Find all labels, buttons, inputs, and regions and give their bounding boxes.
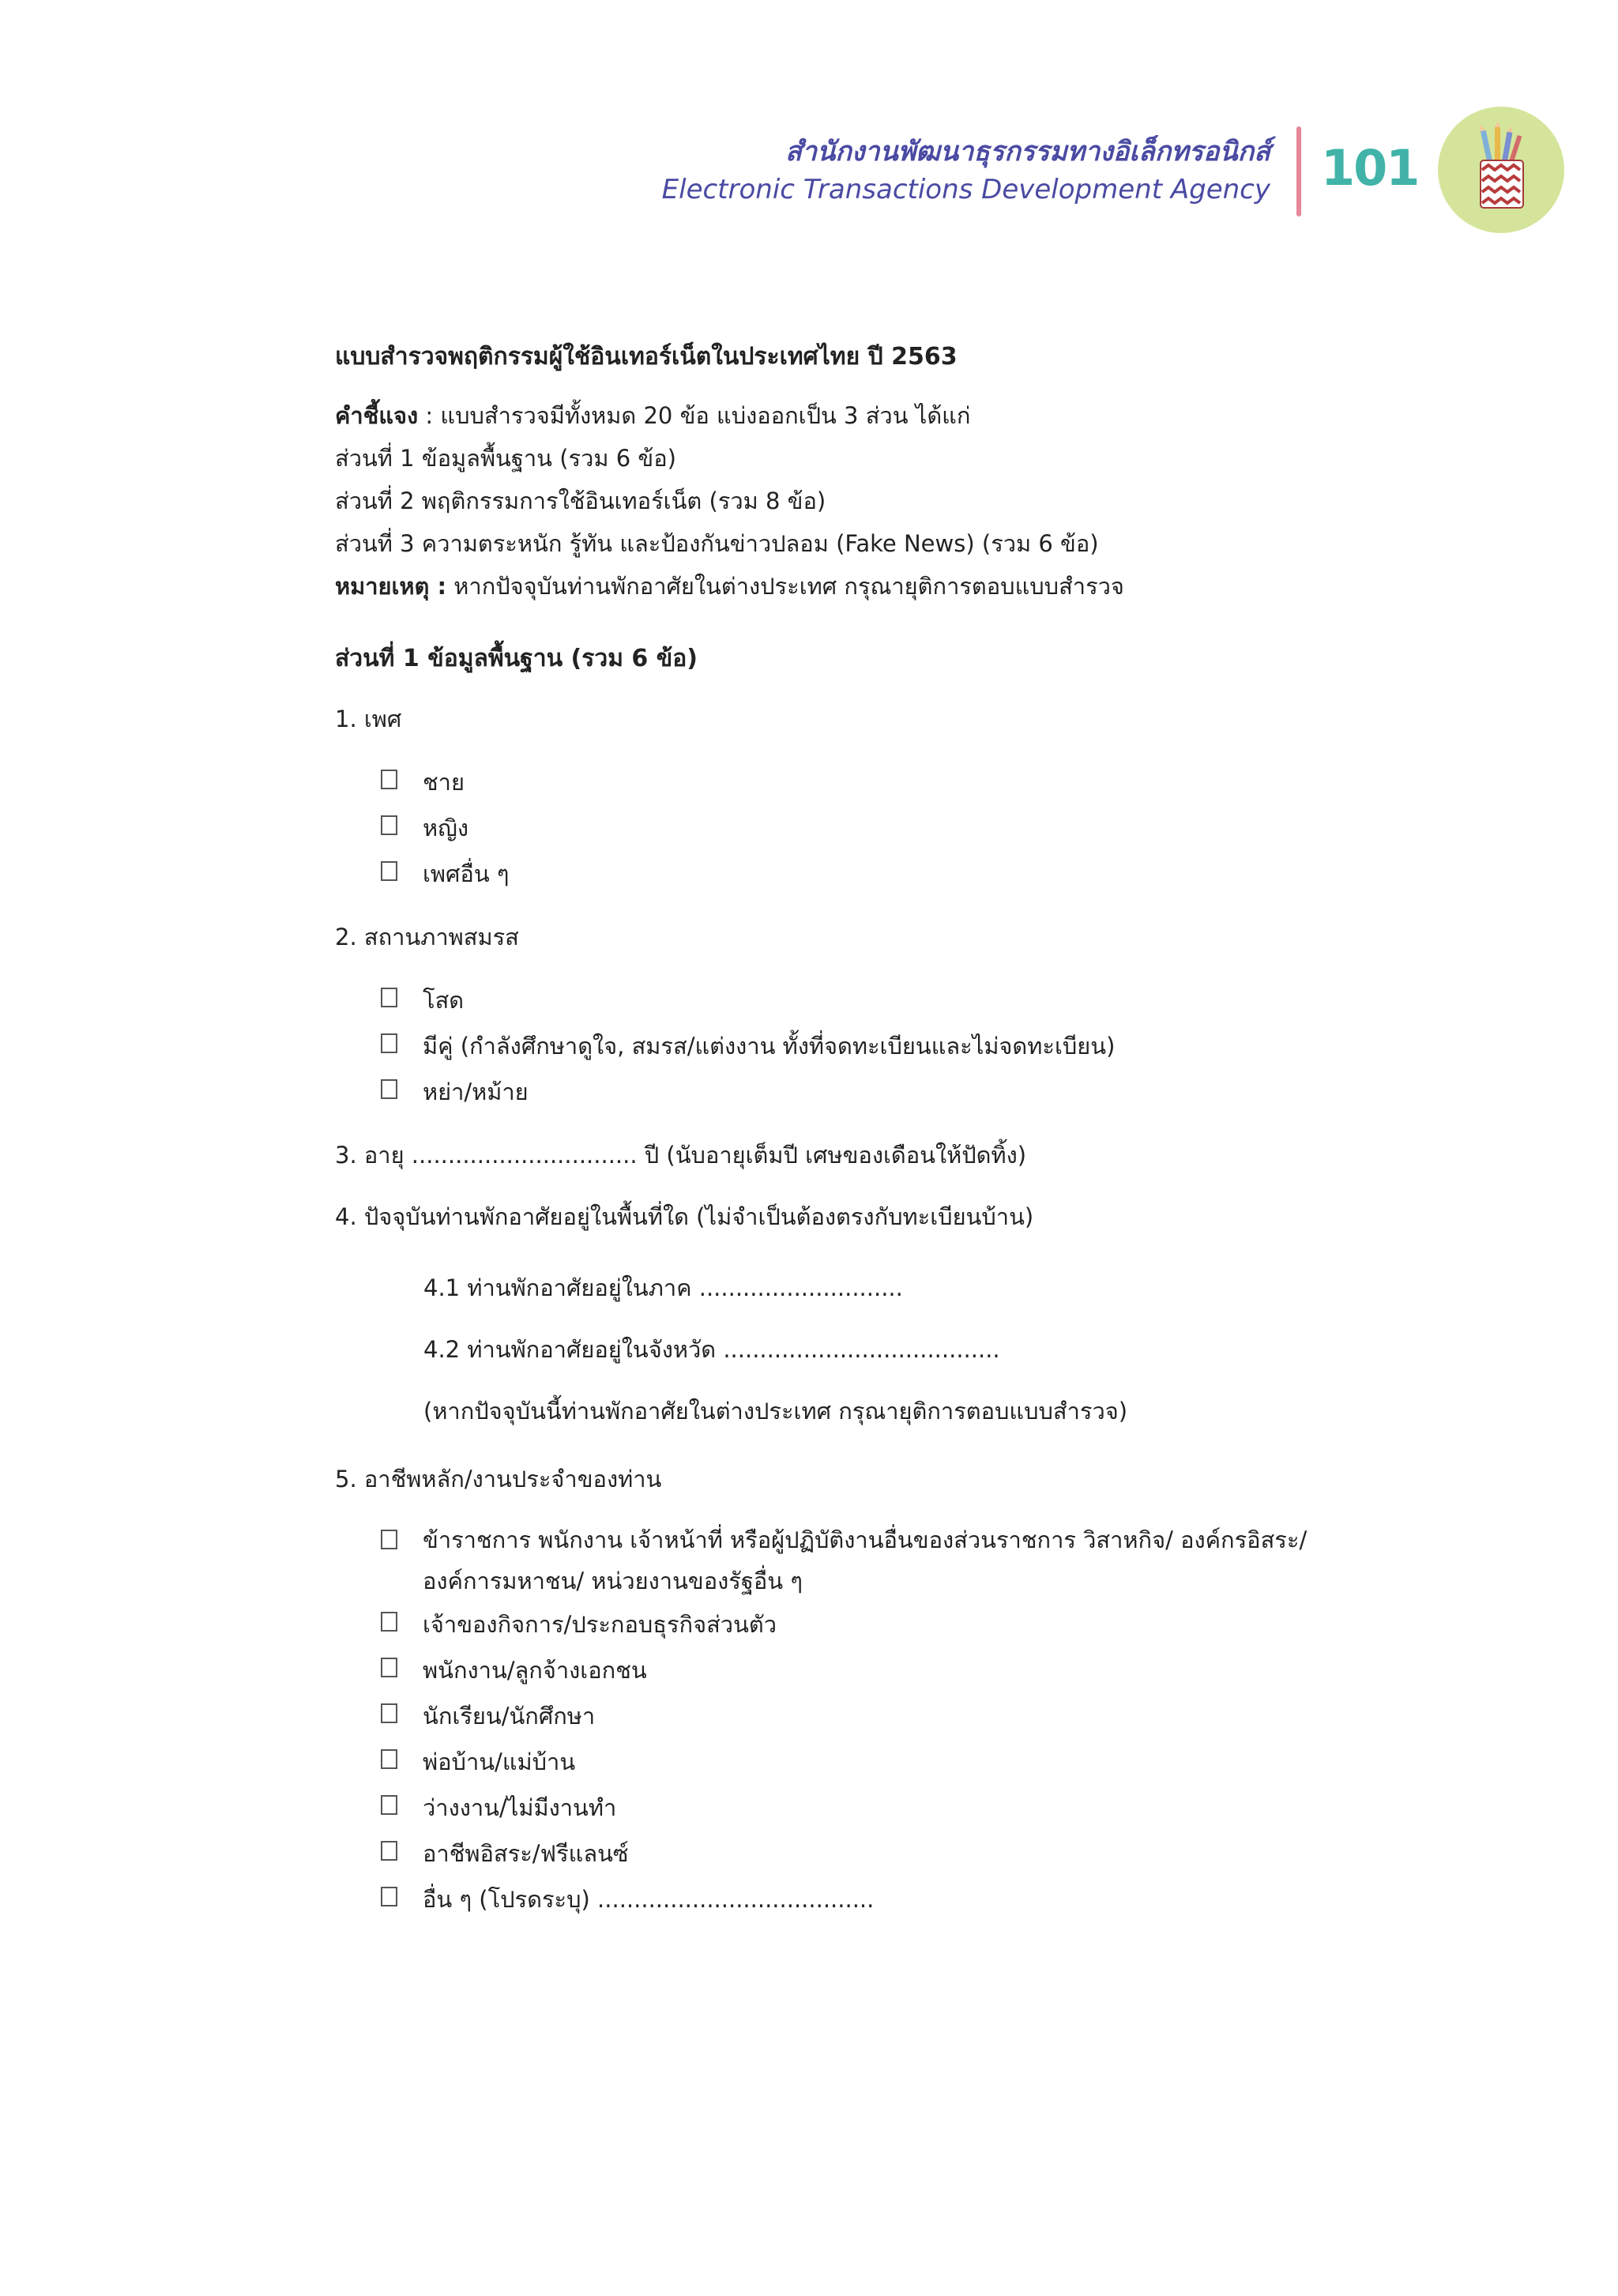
option-label: ว่างงาน/ไม่มีงานทำ bbox=[423, 1794, 617, 1821]
part-description-2: ส่วนที่ 2 พฤติกรรมการใช้อินเทอร์เน็ต (รวม 8 ข้อ) bbox=[335, 487, 826, 514]
option-married[interactable] bbox=[381, 1023, 1362, 1069]
option-private-employee[interactable] bbox=[381, 1647, 1362, 1693]
option-male[interactable] bbox=[381, 759, 1362, 805]
option-label: เจ้าของกิจการ/ประกอบธุรกิจส่วนตัว bbox=[423, 1611, 777, 1638]
question-marital-status: 2. สถานภาพสมรส bbox=[335, 924, 519, 950]
marital-status-options bbox=[381, 977, 1362, 1115]
option-divorced-widowed[interactable] bbox=[381, 1069, 1362, 1115]
checkbox[interactable] bbox=[381, 1033, 397, 1053]
checkbox[interactable] bbox=[381, 1612, 397, 1632]
residence-region-field[interactable]: 4.1 ท่านพักอาศัยอยู่ในภาค ............................ bbox=[423, 1274, 903, 1301]
question-residence: 4. ปัจจุบันท่านพักอาศัยอยู่ในพื้นที่ใด (ไม่จำเป็นต้องตรงกับทะเบียนบ้าน) bbox=[335, 1203, 1034, 1230]
option-label: อาชีพอิสระ/ฟรีแลนซ์ bbox=[423, 1840, 629, 1867]
option-label: โสด bbox=[423, 987, 465, 1014]
option-label: นักเรียน/นักศึกษา bbox=[423, 1703, 596, 1730]
option-label: อื่น ๆ (โปรดระบุ) ...................................... bbox=[423, 1886, 875, 1913]
option-unemployed[interactable] bbox=[381, 1785, 1362, 1831]
checkbox[interactable] bbox=[381, 988, 397, 1007]
option-label: ชาย bbox=[423, 769, 465, 796]
note-text: หากปัจจุบันท่านพักอาศัยในต่างประเทศ กรุณายุติการตอบแบบสำรวจ bbox=[446, 573, 1124, 600]
option-female[interactable] bbox=[381, 805, 1362, 851]
option-label bbox=[423, 1519, 1307, 1602]
part-description-1: ส่วนที่ 1 ข้อมูลพื้นฐาน (รวม 6 ข้อ) bbox=[335, 445, 676, 472]
checkbox[interactable] bbox=[381, 861, 397, 881]
residence-subitems bbox=[423, 1257, 1362, 1442]
part-description-3: ส่วนที่ 3 ความตระหนัก รู้ทัน และป้องกันข่าวปลอม (Fake News) (รวม 6 ข้อ) bbox=[335, 530, 1099, 557]
option-government-employee[interactable] bbox=[381, 1519, 1362, 1602]
checkbox[interactable] bbox=[381, 815, 397, 835]
option-label-line-2: องค์การมหาชน/ หน่วยงานของรัฐอื่น ๆ bbox=[423, 1568, 803, 1594]
question-occupation: 5. อาชีพหลัก/งานประจำของท่าน bbox=[335, 1466, 662, 1492]
checkbox[interactable] bbox=[381, 1658, 397, 1677]
question-age: 3. อายุ ............................... ปี (นับอายุเต็มปี เศษของเดือนให้ปัดทิ้ง) bbox=[335, 1142, 1027, 1169]
residence-province-field[interactable]: 4.2 ท่านพักอาศัยอยู่ในจังหวัด ...................................... bbox=[423, 1336, 1000, 1363]
survey-title: แบบสำรวจพฤติกรรมผู้ใช้อินเทอร์เน็ตในประเทศไทย ปี 2563 bbox=[335, 343, 958, 371]
checkbox[interactable] bbox=[381, 1795, 397, 1815]
checkbox[interactable] bbox=[381, 1079, 397, 1099]
agency-name-thai: สำนักงานพัฒนาธุรกรรมทางอิเล็กทรอนิกส์ bbox=[785, 136, 1270, 167]
option-label: พนักงาน/ลูกจ้างเอกชน bbox=[423, 1657, 647, 1684]
instruction-label: คำชี้แจง bbox=[335, 402, 419, 429]
note-label: หมายเหตุ : bbox=[335, 573, 447, 600]
option-label-line-1: ข้าราชการ พนักงาน เจ้าหน้าที่ หรือผู้ปฏิบัติงานอื่นของส่วนราชการ วิสาหกิจ/ องค์กรอิสระ/ bbox=[423, 1526, 1308, 1553]
instruction-line bbox=[335, 394, 1362, 437]
checkbox[interactable] bbox=[381, 1841, 397, 1861]
residence-note: (หากปัจจุบันนี้ท่านพักอาศัยในต่างประเทศ กรุณายุติการตอบแบบสำรวจ) bbox=[423, 1398, 1128, 1425]
option-label: มีคู่ (กำลังศึกษาดูใจ, สมรส/แต่งงาน ทั้งที่จดทะเบียนและไม่จดทะเบียน) bbox=[423, 1033, 1116, 1060]
checkbox[interactable] bbox=[381, 1703, 397, 1723]
checkbox[interactable] bbox=[381, 1749, 397, 1769]
checkbox[interactable] bbox=[381, 770, 397, 789]
gender-options bbox=[381, 759, 1362, 897]
option-single[interactable] bbox=[381, 977, 1362, 1023]
option-homemaker[interactable] bbox=[381, 1739, 1362, 1785]
option-student[interactable] bbox=[381, 1693, 1362, 1739]
section-1-title: ส่วนที่ 1 ข้อมูลพื้นฐาน (รวม 6 ข้อ) bbox=[335, 645, 698, 672]
note-line bbox=[335, 565, 1362, 608]
checkbox[interactable] bbox=[381, 1887, 397, 1906]
option-freelance[interactable] bbox=[381, 1831, 1362, 1876]
option-other-gender[interactable] bbox=[381, 851, 1362, 897]
agency-name-english: Electronic Transactions Development Agency bbox=[661, 174, 1270, 205]
instruction-text: : แบบสำรวจมีทั้งหมด 20 ข้อ แบ่งออกเป็น 3 ส่วน ได้แก่ bbox=[418, 402, 971, 429]
option-label: หย่า/หม้าย bbox=[423, 1078, 529, 1105]
option-label: เพศอื่น ๆ bbox=[423, 860, 510, 887]
checkbox[interactable] bbox=[381, 1530, 397, 1549]
page-number: 101 bbox=[1321, 139, 1419, 197]
option-other-occupation[interactable] bbox=[381, 1876, 1362, 1922]
header-divider bbox=[1296, 126, 1301, 216]
occupation-options bbox=[381, 1519, 1362, 1922]
option-label: หญิง bbox=[423, 815, 468, 841]
agency-header bbox=[662, 133, 1270, 209]
option-label: พ่อบ้าน/แม่บ้าน bbox=[423, 1748, 576, 1775]
pencil-cup-icon bbox=[1438, 107, 1564, 233]
option-business-owner[interactable] bbox=[381, 1602, 1362, 1647]
question-gender: 1. เพศ bbox=[335, 706, 402, 732]
survey-content bbox=[335, 336, 1362, 1941]
